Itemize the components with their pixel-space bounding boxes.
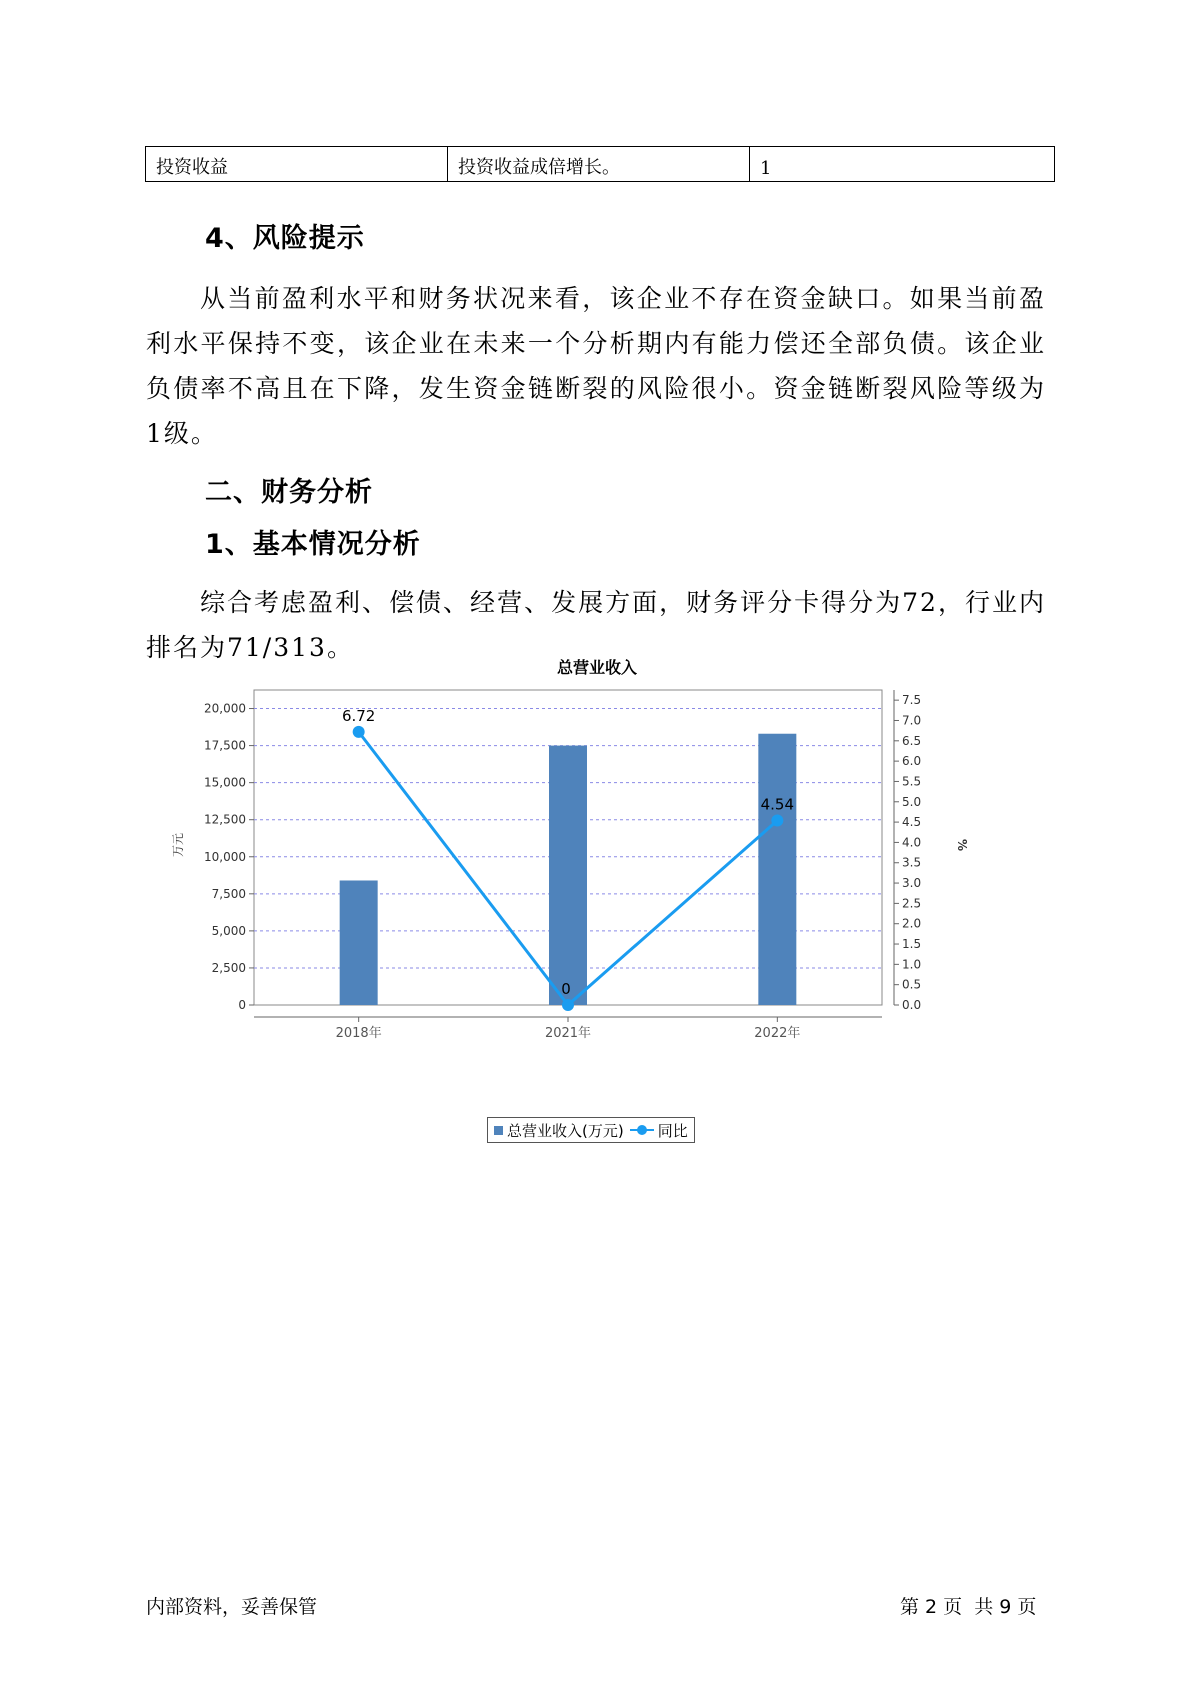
- y-tick-label: 10,000: [204, 849, 246, 864]
- chart-legend: [487, 1117, 695, 1143]
- yoy-data-label: 0: [561, 980, 571, 998]
- legend-label-revenue: 总营业收入(万元): [507, 1121, 624, 1140]
- y-tick-label: 0: [238, 998, 246, 1012]
- y2-tick-label: 0.0: [902, 998, 922, 1012]
- yoy-data-label: 6.72: [341, 706, 376, 725]
- y2-tick-label: 6.0: [902, 754, 922, 769]
- x-tick-label: 2022年: [754, 1026, 801, 1041]
- chart-svg: [160, 658, 1040, 1110]
- table-cell-score: 1: [750, 147, 1055, 182]
- y2-tick-label: 2.0: [902, 916, 922, 931]
- yoy-point: [562, 999, 574, 1011]
- y2-tick-label: 7.5: [902, 693, 922, 708]
- risk-paragraph: 从当前盈利水平和财务状况来看，该企业不存在资金缺口。如果当前盈利水平保持不变，该企业在未来一个分析期内有能力偿还全部负债。该企业负债率不高且在下降，发生资金链断裂的风险很小。资金链断裂风险等级为1级。: [146, 284, 1046, 448]
- section-heading-financial-analysis: 二、财务分析: [205, 477, 373, 508]
- y2-tick-label: 5.0: [902, 794, 922, 809]
- yoy-point: [771, 814, 783, 826]
- table-cell-item: 投资收益: [146, 147, 448, 182]
- legend-label-yoy: 同比: [657, 1121, 688, 1140]
- table-cell-description: 投资收益成倍增长。: [448, 147, 750, 182]
- revenue-chart: [160, 658, 1040, 1150]
- subsection-heading-basic-analysis: 1、基本情况分析: [205, 529, 421, 560]
- chart-title: 总营业收入: [556, 658, 638, 677]
- y2-tick-label: 0.5: [902, 977, 922, 992]
- yoy-data-label: 4.54: [760, 795, 795, 814]
- y2-tick-label: 1.0: [902, 957, 922, 972]
- y-tick-label: 15,000: [204, 775, 246, 790]
- y2-axis-label: %: [955, 838, 969, 852]
- section-heading-risk: 4、风险提示: [205, 223, 365, 254]
- table-row: [146, 147, 1055, 182]
- legend-bar-swatch: [494, 1126, 503, 1135]
- y-tick-label: 7,500: [211, 886, 246, 901]
- x-tick-label: 2018年: [335, 1026, 382, 1041]
- y-tick-label: 20,000: [204, 701, 246, 716]
- table-fragment: [145, 146, 1055, 182]
- y2-tick-label: 3.0: [902, 876, 922, 891]
- y2-tick-label: 4.5: [902, 815, 922, 830]
- y2-tick-label: 3.5: [902, 855, 922, 870]
- y2-tick-label: 6.5: [902, 733, 922, 748]
- y-tick-label: 5,000: [211, 923, 246, 938]
- footer-page-number: 第 2 页 共 9 页: [900, 1596, 1037, 1618]
- y-axis-label: 万元: [171, 832, 185, 858]
- revenue-bar: [549, 746, 587, 1005]
- y2-tick-label: 5.5: [902, 774, 922, 789]
- footer-confidential: 内部资料，妥善保管: [146, 1596, 318, 1618]
- revenue-bar: [758, 734, 796, 1005]
- revenue-bar: [340, 880, 378, 1005]
- legend-line-swatch: [630, 1124, 654, 1136]
- y2-tick-label: 1.5: [902, 937, 922, 952]
- yoy-point: [353, 726, 365, 738]
- y2-tick-label: 7.0: [902, 713, 922, 728]
- y-tick-label: 12,500: [204, 812, 246, 827]
- y-tick-label: 2,500: [211, 960, 246, 975]
- x-tick-label: 2021年: [544, 1026, 592, 1041]
- y-tick-label: 17,500: [204, 738, 246, 753]
- y2-tick-label: 2.5: [902, 896, 922, 911]
- y2-tick-label: 4.0: [902, 835, 922, 850]
- basic-analysis-paragraph: 综合考虑盈利、偿债、经营、发展方面，财务评分卡得分为72，行业内排名为71/313。: [146, 588, 1046, 662]
